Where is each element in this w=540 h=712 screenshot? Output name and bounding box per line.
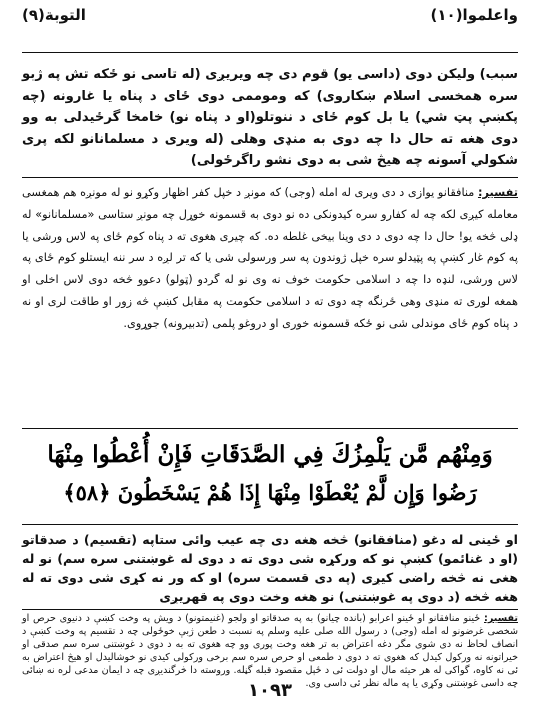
- section-divider-1: [22, 177, 518, 178]
- section-divider-2: [22, 428, 518, 429]
- header-surah-title: التوبة(۹): [22, 6, 86, 24]
- section-divider-4: [22, 609, 518, 610]
- translation-paragraph-2: [22, 530, 518, 606]
- quran-verse: [22, 436, 518, 520]
- page-header: [22, 6, 518, 50]
- translation-text-1: سبب) وليكن دوى (داسى يو) قوم دى چه ويريږى (له تاسى نو ځكه تش په ژبو سره همخسى اسلام ښكاروى) كه وموممى دوى ځاى د پناه يا غارونه (چه پكښې پټ شي) يا بل كوم ځاى د ننوتلو(او د پناه نو) خامخا گرځيدلى به وو دوى هغه ته حال دا چه دوى به منډى وهلى (له ويرى د مسلمانانو لكه پرى شكولي آسونه چه هيڅ شى به دوى نشو راگرځولى): [22, 67, 518, 168]
- tafsir-label-2: تفسير:: [484, 613, 518, 624]
- tafsir-label-1: تفسير:: [477, 186, 518, 199]
- translation-text-2: او ځينى له دغو (منافقانو) څخه هغه دى چه عيب وائى ستاپه (تقسيم) د صدقاتو (او د غنائمو) كښې نو كه وركړه شى دوى ته د دوى له غوښتنى سره سم) نو له هغى نه څخه راضى كيږى (په دى قسمت سره) او كه ور نه كړى شى دوى ته له هغه څخه (د دوى په غوښتنى) نو هغه وخت دوى په قهريږى: [22, 532, 518, 604]
- tafsir-text-2: ځينو منافقانو او ځينو اعرابو (بانده چيانو) به په صدقاتو او ولجو (غنيمتونو) د ويش په وخت كښې د دنيوى حرص او شخصى غرضونو له امله (وجى) د رسول الله صلى عليه وسلم په نسبت د طعن ژبې خوځولى چه د تقسيم په وخت كښې د انصاف لحاظ نه دى شوى مگر دغه اعتراض به تر هغه وخت پورى وو چه هغوى ته به د دوى د غوښتنى سره سم صدقى او خيراتونه نه وركول كيدل كه هغوى ته د دوى د طمعى او حرص سره سم برخى وركولى كيدى نو خوشاليدل او هيڅ اعتراض به ئى نه كاوه، گواكى له هر حيثه مال او دولت ئى د ځېل مقصود قبله گڼله. وروسته دا څرگنديږى چه د ايمان مدعى لره نه ښائى چه داسى غوښتنى وكړى يا په ماله نظر ئى داسى وى.: [22, 613, 518, 689]
- tafsir-paragraph-2: [22, 612, 518, 689]
- translation-paragraph-1: [22, 64, 518, 174]
- section-divider-3: [22, 524, 518, 525]
- header-divider: [22, 52, 518, 53]
- tafsir-text-1: منافقانو يوازى د دى ويرى له امله (وجى) كه مونږ د خپل كفر اظهار وكړو نو له مونږه هم همغسى معامله كيږى لكه چه له كفارو سره كيدونكى ده نو دوى به قسمونه خوړل چه مونږ ستاسى «مسلمانانو» له ډلى څخه يو! حال دا چه دوى د دى وينا بيخى غلطه ده. كه چيرى هغوى ته د پناه كوم ځاى په لاس ورشى يا په كوم غار كښې په پټيدلو سره خپل ژوندون په سر ورسولى شى يا كه تر لږه د سر ننه ايستلو كوم ځاى په لاس ورشى، لنډه دا چه د اسلامى حكومت خوف نه وى نو له گردو (ټولو) دعوو څخه دوى لاس اخلى او همغه لورى ته منډى وهى ځرنگه چه دوى ته د اسلامى حكومت په مقابل كښې څه زور او طاقت لرى او نه د پناه كوم ځاى موندلى شى نو ځكه قسمونه خورى او دروغو پلمى (تدبيرونه) جوړوى.: [22, 186, 518, 330]
- tafsir-paragraph-1: [22, 182, 518, 420]
- page-number: ۱۰۹۳: [248, 680, 292, 701]
- header-juz-title: واعلموا(۱۰): [430, 6, 518, 24]
- verse-line-1: وَمِنْهُم مَّن يَلْمِزُكَ فِي الصَّدَقَاتِ فَإِنْ أُعْطُوا مِنْهَا: [47, 441, 493, 468]
- verse-line-2: رَضُوا وَإِن لَّمْ يُعْطَوْا مِنْهَا إِذَا هُمْ يَسْخَطُونَ ﴿٥٨﴾: [63, 480, 477, 505]
